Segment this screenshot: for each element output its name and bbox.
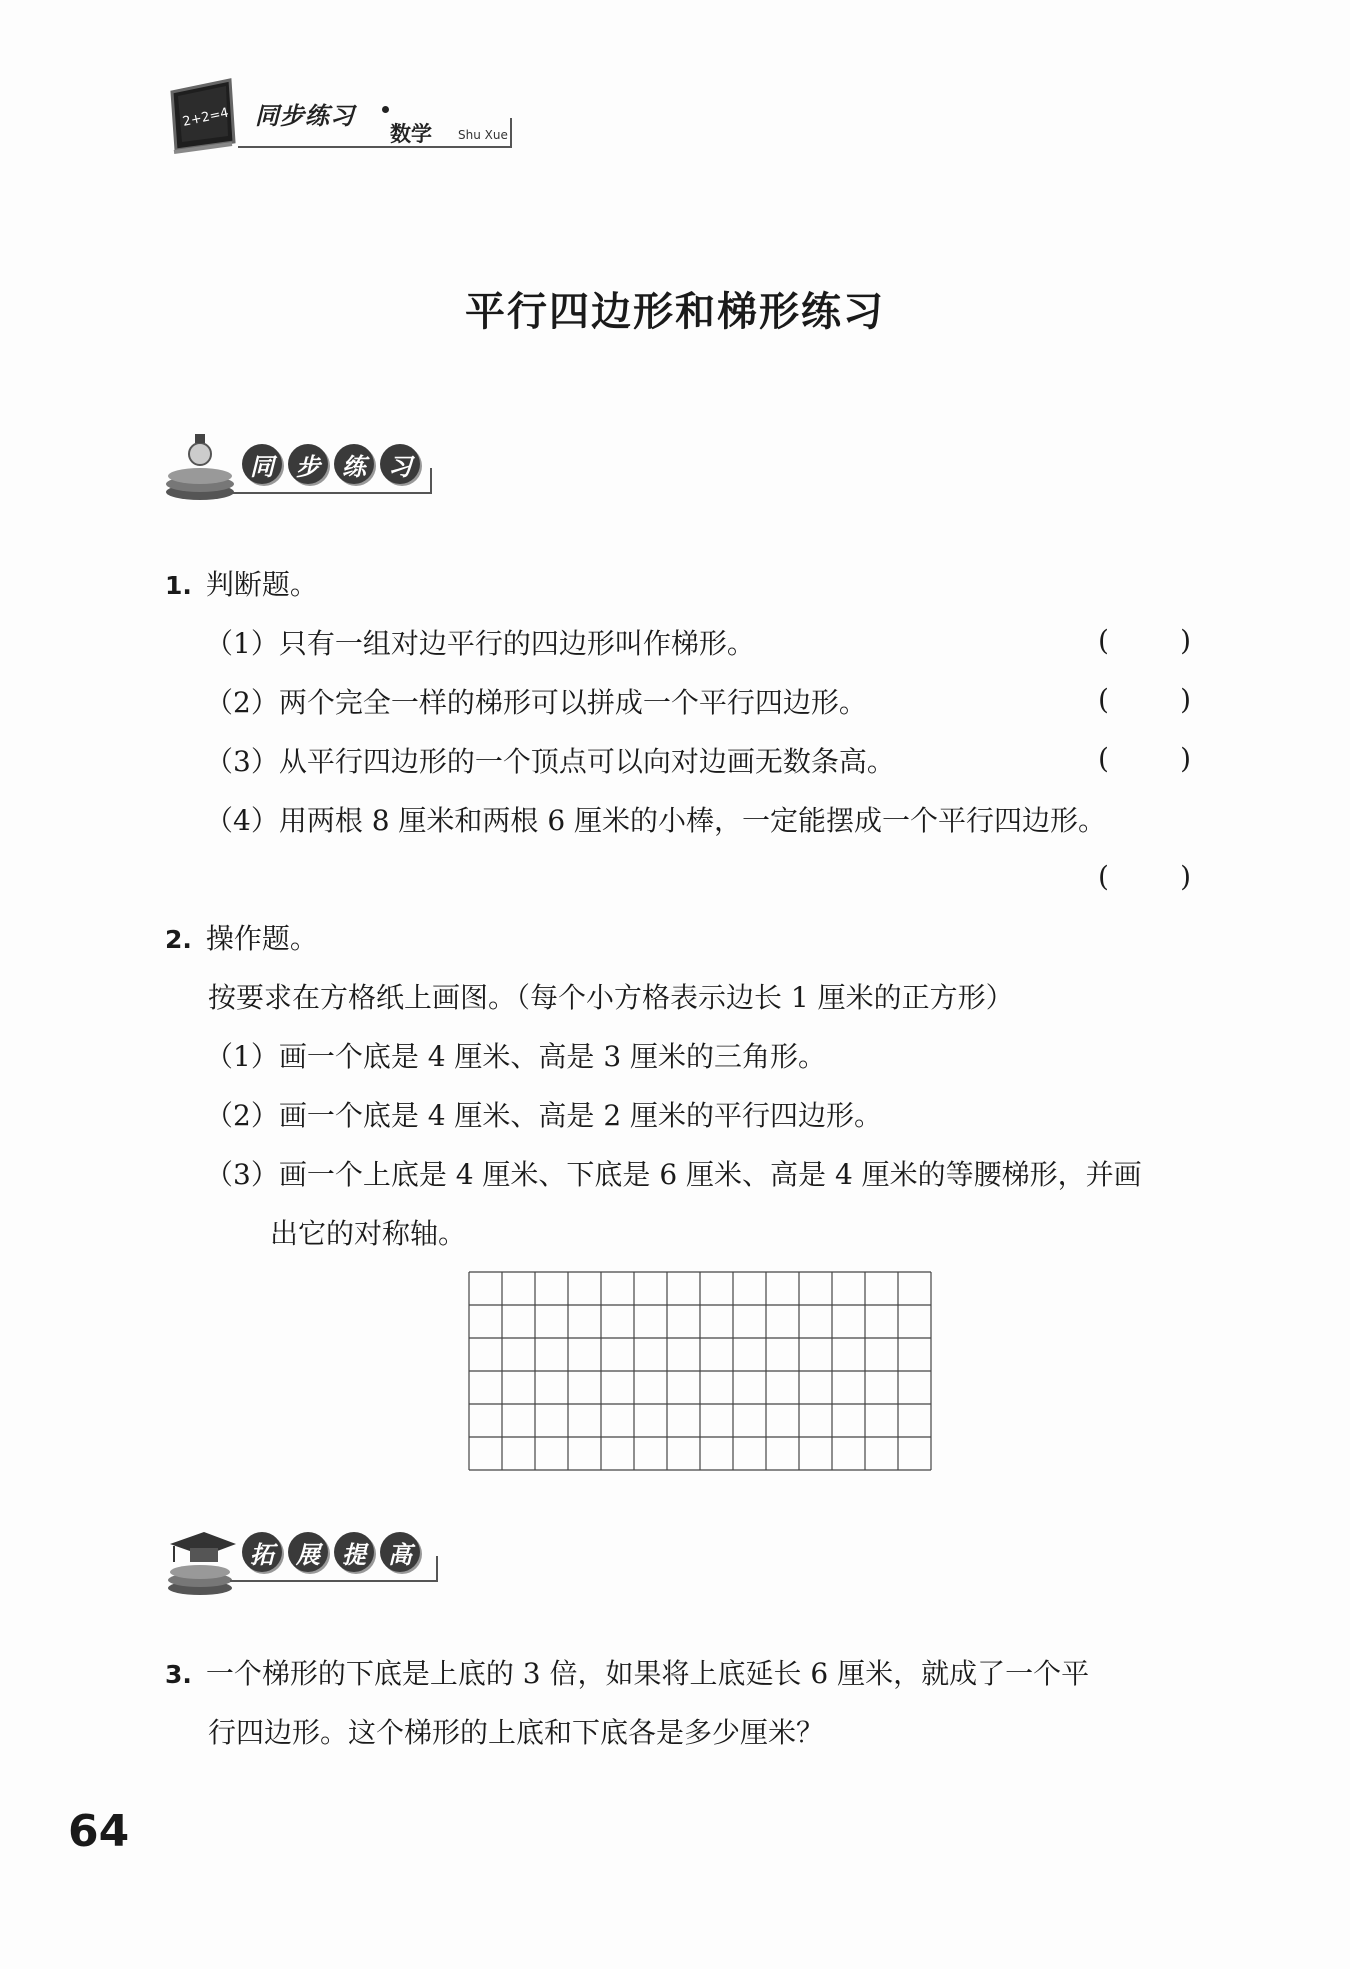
question-2-item-3-cont: 出它的对称轴。 [270, 1217, 467, 1250]
banner-char: 步 [288, 444, 328, 484]
answer-blank[interactable]: ( ) [1098, 860, 1192, 893]
question-number: 1. [165, 571, 192, 600]
question-number: 2. [165, 925, 192, 954]
page-number: 64 [68, 1806, 130, 1857]
lamp-books-icon [160, 430, 240, 504]
header-dot [382, 106, 389, 113]
grid-paper[interactable] [468, 1271, 934, 1471]
question-2-item-2: （2）画一个底是 4 厘米、高是 2 厘米的平行四边形。 [205, 1099, 883, 1132]
banner-char: 拓 [242, 1532, 282, 1572]
question-2-item-1: （1）画一个底是 4 厘米、高是 3 厘米的三角形。 [205, 1040, 827, 1073]
question-1-item-2: （2）两个完全一样的梯形可以拼成一个平行四边形。 [205, 686, 867, 719]
question-1-item-1: （1）只有一组对边平行的四边形叫作梯形。 [205, 627, 755, 660]
question-2-stem: 2. 操作题。 [165, 922, 318, 955]
blackboard-icon [168, 76, 238, 160]
banner-char: 习 [380, 444, 420, 484]
question-3-line-1: 3. 一个梯形的下底是上底的 3 倍，如果将上底延长 6 厘米，就成了一个平 [165, 1657, 1090, 1690]
question-1-stem: 1. 判断题。 [165, 568, 318, 601]
banner-rule-end [430, 468, 432, 494]
series-title: 同步练习 [255, 102, 355, 130]
question-1-item-3: （3）从平行四边形的一个顶点可以向对边画无数条高。 [205, 745, 895, 778]
svg-text:2+2=4: 2+2=4 [181, 105, 231, 130]
banner-char: 高 [380, 1532, 420, 1572]
section-banner-extension [160, 1518, 446, 1588]
banner-rule [230, 1580, 438, 1582]
banner-rule [230, 492, 432, 494]
subject-pinyin: Shu Xue [458, 128, 508, 142]
header-rule [238, 146, 512, 148]
section-banner-sync-practice [160, 430, 440, 500]
question-3-line-2: 行四边形。这个梯形的上底和下底各是多少厘米？ [208, 1716, 825, 1749]
question-number: 3. [165, 1660, 192, 1689]
banner-char: 提 [334, 1532, 374, 1572]
graduation-cap-books-icon [160, 1518, 240, 1598]
banner-rule-end [436, 1556, 438, 1582]
banner-char: 展 [288, 1532, 328, 1572]
subject-label: 数学 [390, 122, 432, 146]
banner-char: 练 [334, 444, 374, 484]
banner-char: 同 [242, 444, 282, 484]
answer-blank[interactable]: ( ) [1098, 624, 1192, 657]
question-2-item-3: （3）画一个上底是 4 厘米、下底是 6 厘米、高是 4 厘米的等腰梯形，并画 [205, 1158, 1142, 1191]
question-2-instruction: 按要求在方格纸上画图。（每个小方格表示边长 1 厘米的正方形） [208, 981, 1014, 1014]
answer-blank[interactable]: ( ) [1098, 683, 1192, 716]
answer-blank[interactable]: ( ) [1098, 742, 1192, 775]
question-1-item-4: （4）用两根 8 厘米和两根 6 厘米的小棒，一定能摆成一个平行四边形。 [205, 804, 1107, 837]
header-rule-end [510, 118, 512, 148]
page-title: 平行四边形和梯形练习 [465, 288, 885, 335]
